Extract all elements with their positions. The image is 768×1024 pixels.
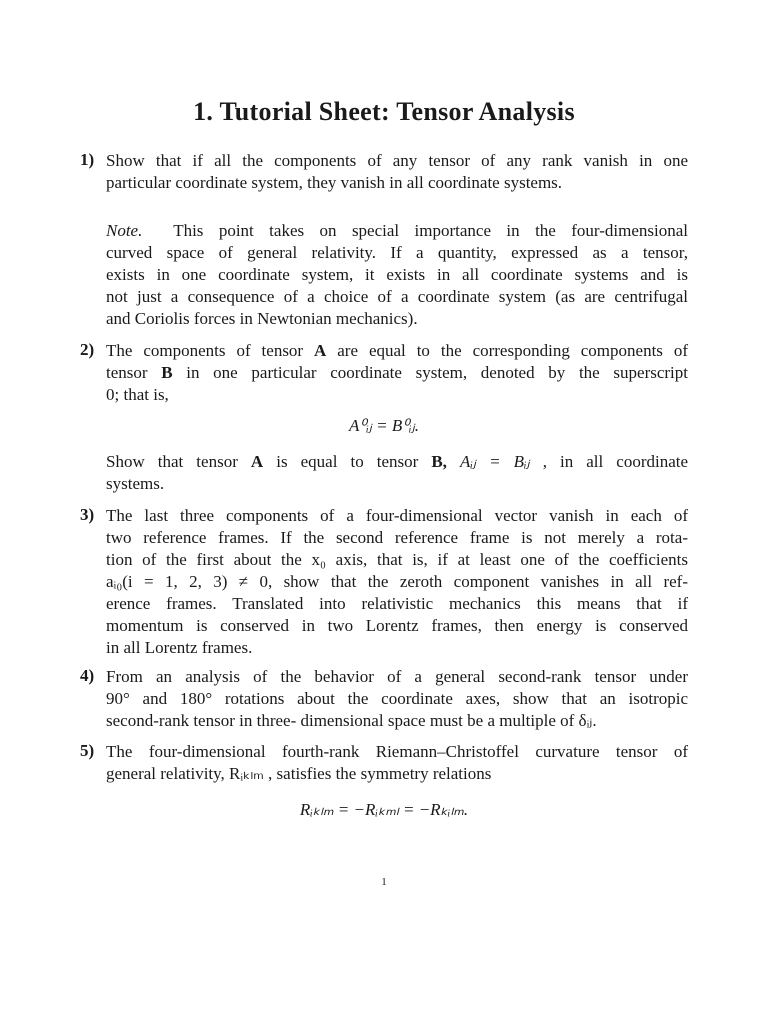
- page-title: 1. Tutorial Sheet: Tensor Analysis: [193, 97, 575, 126]
- note-line: exists in one coordinate system, it exists in all coordinate systems and is: [106, 265, 688, 284]
- note-line: curved space of general relativity. If a quantity, expressed as a tensor,: [106, 243, 688, 262]
- text-line: systems.: [106, 474, 165, 493]
- text-line: momentum is conserved in two Lorentz frames, then energy is conserved: [106, 616, 688, 635]
- text-line: 90° and 180° rotations about the coordinate axes, show that an isotropic: [106, 689, 688, 708]
- text-line: aᵢ₀(i = 1, 2, 3) ≠ 0, show that the zeroth component vanishes in all ref-: [106, 572, 688, 591]
- text-line: two reference frames. If the second reference frame is not merely a rota-: [106, 528, 688, 547]
- text-line: erence frames. Translated into relativistic mechanics this means that if: [106, 594, 688, 613]
- problem-number: 5): [80, 741, 95, 760]
- note-line: not just a consequence of a choice of a coordinate system (as are centrifugal: [106, 287, 688, 306]
- text-line: in all Lorentz frames.: [106, 638, 253, 657]
- problem-number: 1): [80, 150, 95, 169]
- equation: A⁰ᵢⱼ = B⁰ᵢⱼ.: [349, 416, 419, 435]
- text-line: Show that if all the components of any tensor of any rank vanish in one: [106, 151, 688, 170]
- note-text: This point takes on special importance in the four-dimensional: [173, 221, 688, 240]
- text-line: general relativity, Rᵢₖₗₘ , satisfies the symmetry relations: [106, 764, 492, 783]
- problem-number: 2): [80, 340, 95, 359]
- text-line: The components of tensor A are equal to the corresponding components of: [106, 341, 689, 360]
- text-line: particular coordinate system, they vanish in all coordinate systems.: [106, 173, 563, 192]
- text-line: tensor B in one particular coordinate system, denoted by the superscript: [106, 363, 689, 382]
- problem-number: 3): [80, 505, 95, 524]
- equation: Rᵢₖₗₘ = −Rᵢₖₘₗ = −Rₖᵢₗₘ.: [299, 800, 469, 819]
- note-line: and Coriolis forces in Newtonian mechanics).: [106, 309, 418, 328]
- text-line: Show that tensor A is equal to tensor B, Aᵢⱼ = Bᵢⱼ , in all coordinate: [106, 452, 689, 471]
- text-line: From an analysis of the behavior of a general second-rank tensor under: [106, 667, 688, 686]
- problem-number: 4): [80, 666, 95, 685]
- text-line: tion of the first about the x₀ axis, that is, if at least one of the coefficients: [106, 550, 688, 569]
- note-line: [106, 220, 688, 242]
- page-number: 1: [381, 876, 387, 888]
- text-line: The last three components of a four-dimensional vector vanish in each of: [106, 506, 688, 525]
- text-line: second-rank tensor in three- dimensional space must be a multiple of δᵢⱼ.: [106, 711, 597, 730]
- text-line: 0; that is,: [106, 385, 169, 404]
- text-line: The four-dimensional fourth-rank Riemann–Christoffel curvature tensor of: [106, 742, 688, 761]
- note-label: Note.: [106, 221, 143, 240]
